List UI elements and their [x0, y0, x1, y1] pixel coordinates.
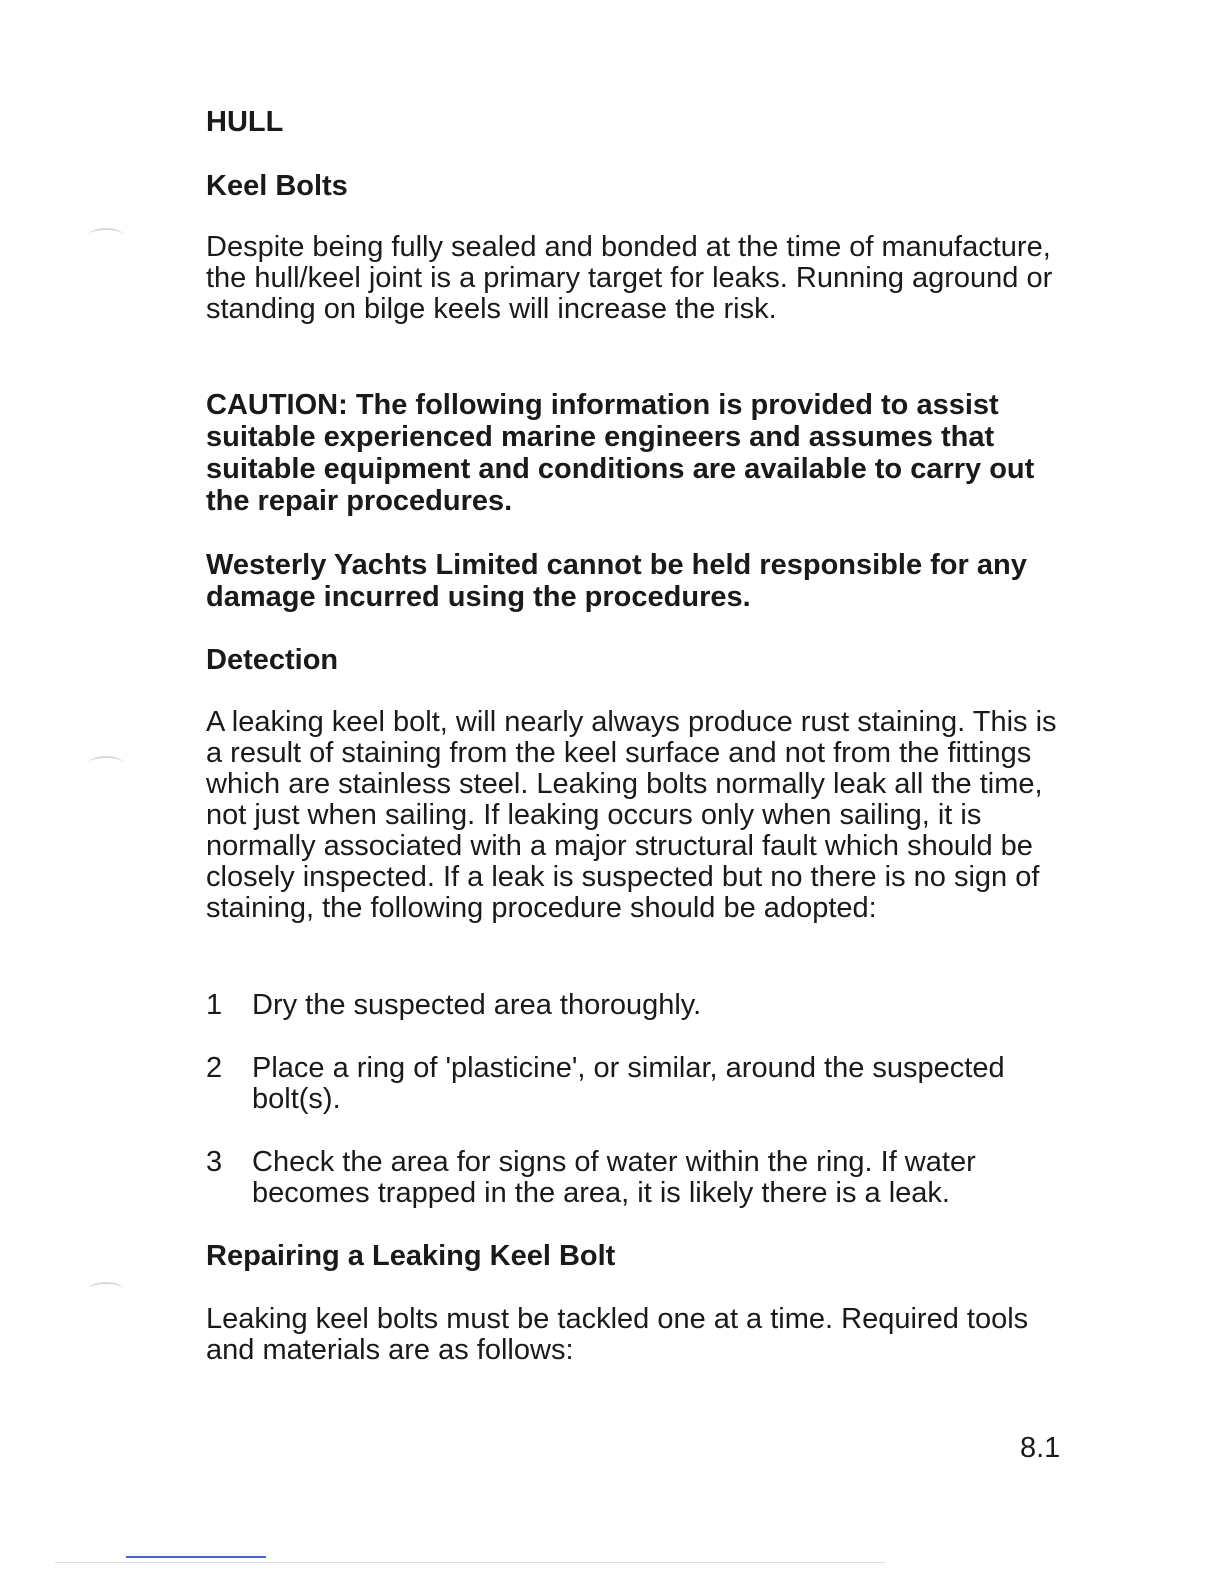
list-item-number: 1 [206, 989, 223, 1021]
detection-paragraph: A leaking keel bolt, will nearly always produce rust staining. This is a result of staining from the keel surface and not from the fittings which are stainless steel. Leaking bolts normally leak all the time, not just when sailing. If leaking occurs only when sailing, it is normally associated with a major structural fault which should be closely inspected. If a leak is suspected but no there is no sign of staining, the following procedure should be adopted: [206, 706, 1057, 924]
page-heading: HULL [206, 106, 284, 138]
section-title-detection: Detection [206, 644, 339, 676]
punch-hole-mark [88, 756, 124, 772]
list-item-text: Place a ring of 'plasticine', or similar, around the suspected bolt(s). [252, 1052, 1005, 1115]
section-title-keel-bolts: Keel Bolts [206, 170, 348, 202]
page-number: 8.1 [1020, 1432, 1061, 1464]
list-item-text: Check the area for signs of water within the ring. If water becomes trapped in the area, it is likely there is a leak. [252, 1146, 976, 1209]
disclaimer-paragraph: Westerly Yachts Limited cannot be held responsible for any damage incurred using the procedures. [206, 549, 1027, 613]
repair-paragraph: Leaking keel bolts must be tackled one at a time. Required tools and materials are as follows: [206, 1303, 1029, 1366]
punch-hole-mark [88, 228, 124, 244]
keel-bolts-paragraph: Despite being fully sealed and bonded at the time of manufacture, the hull/keel joint is a primary target for leaks. Running aground or standing on bilge keels will increase the risk. [206, 231, 1053, 325]
list-item-number: 2 [206, 1052, 223, 1084]
list-item-text: Dry the suspected area thoroughly. [252, 989, 702, 1021]
scan-edge-line [55, 1562, 885, 1563]
scan-edge-mark [126, 1556, 266, 1558]
punch-hole-mark [88, 1282, 124, 1298]
caution-paragraph: CAUTION: The following information is provided to assist suitable experienced marine engineers and assumes that suitable equipment and conditions are available to carry out the repair procedures. [206, 389, 1035, 517]
section-title-repair: Repairing a Leaking Keel Bolt [206, 1240, 616, 1272]
list-item-number: 3 [206, 1146, 223, 1178]
